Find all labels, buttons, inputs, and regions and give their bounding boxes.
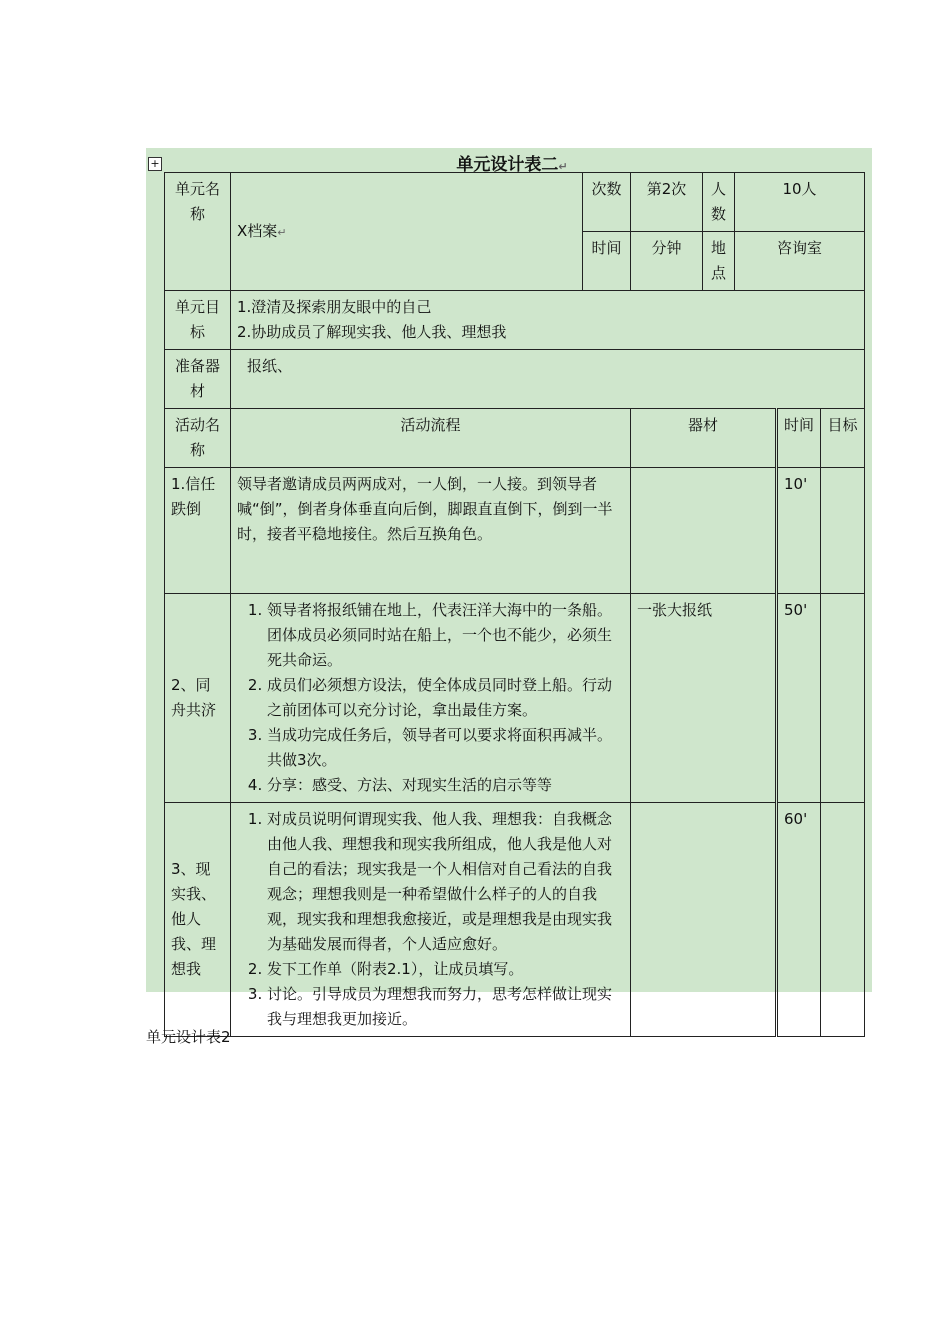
col-header-goal [821, 409, 865, 468]
activity-name-cell [165, 803, 231, 1037]
people-value: 10人 [782, 180, 817, 198]
materials-label: 准备器材 [174, 357, 220, 400]
activity-steps-list [237, 807, 624, 1032]
unit-name-value: X档案 [237, 221, 278, 240]
col-equipment-label: 器材 [687, 416, 718, 434]
return-mark: ↵ [277, 225, 287, 239]
col-goal-label: 目标 [827, 416, 858, 434]
activity-step: 1. 对成员说明何谓现实我、他人我、理想我：自我概念由他人我、理想我和现实我所组成，他人我是他人对自己的看法；现实我是一个人相信对自己看法的自我观念；理想我则是一种希望做什么样子的人的自我观，现实我和理想我愈接近，或是理想我是由现实我为基础发展而得者，个人适应愈好。 [267, 807, 624, 957]
sessions-label: 次数 [591, 180, 622, 198]
activity-step: 1. 领导者将报纸铺在地上，代表汪洋大海中的一条船。团体成员必须同时站在船上，一个也不能少，必须生死共命运。 [267, 598, 624, 673]
activity-name: 1.信任跌倒 [171, 475, 216, 518]
people-value-cell [735, 173, 865, 232]
materials-value: 报纸、 [247, 357, 293, 375]
activity-goal-cell [821, 594, 865, 803]
activity-time-cell [777, 468, 821, 594]
activity-time-cell [777, 594, 821, 803]
sessions-value: 第2次 [646, 180, 687, 198]
unit-name-label: 单元名称 [174, 180, 220, 223]
unit-design-table [164, 172, 865, 1037]
col-name-label: 活动名称 [174, 416, 220, 459]
col-header-name [165, 409, 231, 468]
sessions-label-cell [583, 173, 631, 232]
materials-label-cell [165, 350, 231, 409]
goals-value-cell [231, 291, 865, 350]
activity-step: 2. 成员们必须想方设法，使全体成员同时登上船。行动之前团体可以充分讨论，拿出最佳方案。 [267, 673, 624, 723]
col-header-equipment [631, 409, 777, 468]
activity-equipment-cell [631, 594, 777, 803]
activity-flow-cell [231, 468, 631, 594]
activity-step: 2. 发下工作单（附表2.1），让成员填写。 [267, 957, 624, 982]
place-label-cell [703, 232, 735, 291]
time-label-cell [583, 232, 631, 291]
table-move-handle-icon[interactable]: + [148, 157, 162, 171]
activity-time: 50' [784, 601, 808, 619]
activity-equipment-cell [631, 468, 777, 594]
activity-step: 4. 分享：感受、方法、对现实生活的启示等等 [267, 773, 624, 798]
col-header-time [777, 409, 821, 468]
activity-name: 2、同舟共济 [171, 676, 217, 719]
activity-equipment-cell [631, 803, 777, 1037]
sessions-value-cell [631, 173, 703, 232]
place-value: 咨询室 [777, 239, 823, 257]
time-value-cell [631, 232, 703, 291]
activity-time: 60' [784, 810, 808, 828]
goals-label-cell [165, 291, 231, 350]
activity-name-cell [165, 594, 231, 803]
table-title-text: 单元设计表二 [456, 155, 559, 175]
activity-time: 10' [784, 475, 808, 493]
activity-name: 3、现实我、他人我、理想我 [171, 860, 217, 978]
activity-equipment: 一张大报纸 [637, 601, 713, 619]
goals-label: 单元目标 [174, 298, 220, 341]
goal-item: 1.澄清及探索朋友眼中的自己 [237, 298, 432, 316]
time-value: 分钟 [651, 239, 682, 257]
materials-value-cell [231, 350, 865, 409]
place-label: 地点 [710, 239, 726, 282]
return-mark: ↵ [558, 160, 568, 173]
people-label-cell [703, 173, 735, 232]
activity-step: 3. 讨论。引导成员为理想我而努力，思考怎样做让现实我与理想我更加接近。 [267, 982, 624, 1032]
activity-flow-cell [231, 803, 631, 1037]
col-time-label: 时间 [784, 416, 815, 434]
time-label: 时间 [591, 239, 622, 257]
unit-name-label-cell [165, 173, 231, 291]
goal-item: 2.协助成员了解现实我、他人我、理想我 [237, 323, 507, 341]
activity-goal-cell [821, 803, 865, 1037]
activity-name-cell [165, 468, 231, 594]
activity-flow-text: 领导者邀请成员两两成对，一人倒，一人接。到领导者喊“倒”，倒者身体垂直向后倒，脚跟直直倒下，倒到一半时，接者平稳地接住。然后互换角色。 [237, 475, 613, 543]
activity-flow-cell [231, 594, 631, 803]
place-value-cell [735, 232, 865, 291]
caption: 单元设计表2 [146, 1028, 231, 1046]
unit-name-value-cell [231, 173, 583, 291]
activity-step: 3. 当成功完成任务后，领导者可以要求将面积再减半。共做3次。 [267, 723, 624, 773]
activity-time-cell [777, 803, 821, 1037]
activity-goal-cell [821, 468, 865, 594]
col-flow-label: 活动流程 [400, 416, 461, 434]
activity-steps-list [237, 598, 624, 798]
people-label: 人数 [710, 180, 726, 223]
col-header-flow [231, 409, 631, 468]
